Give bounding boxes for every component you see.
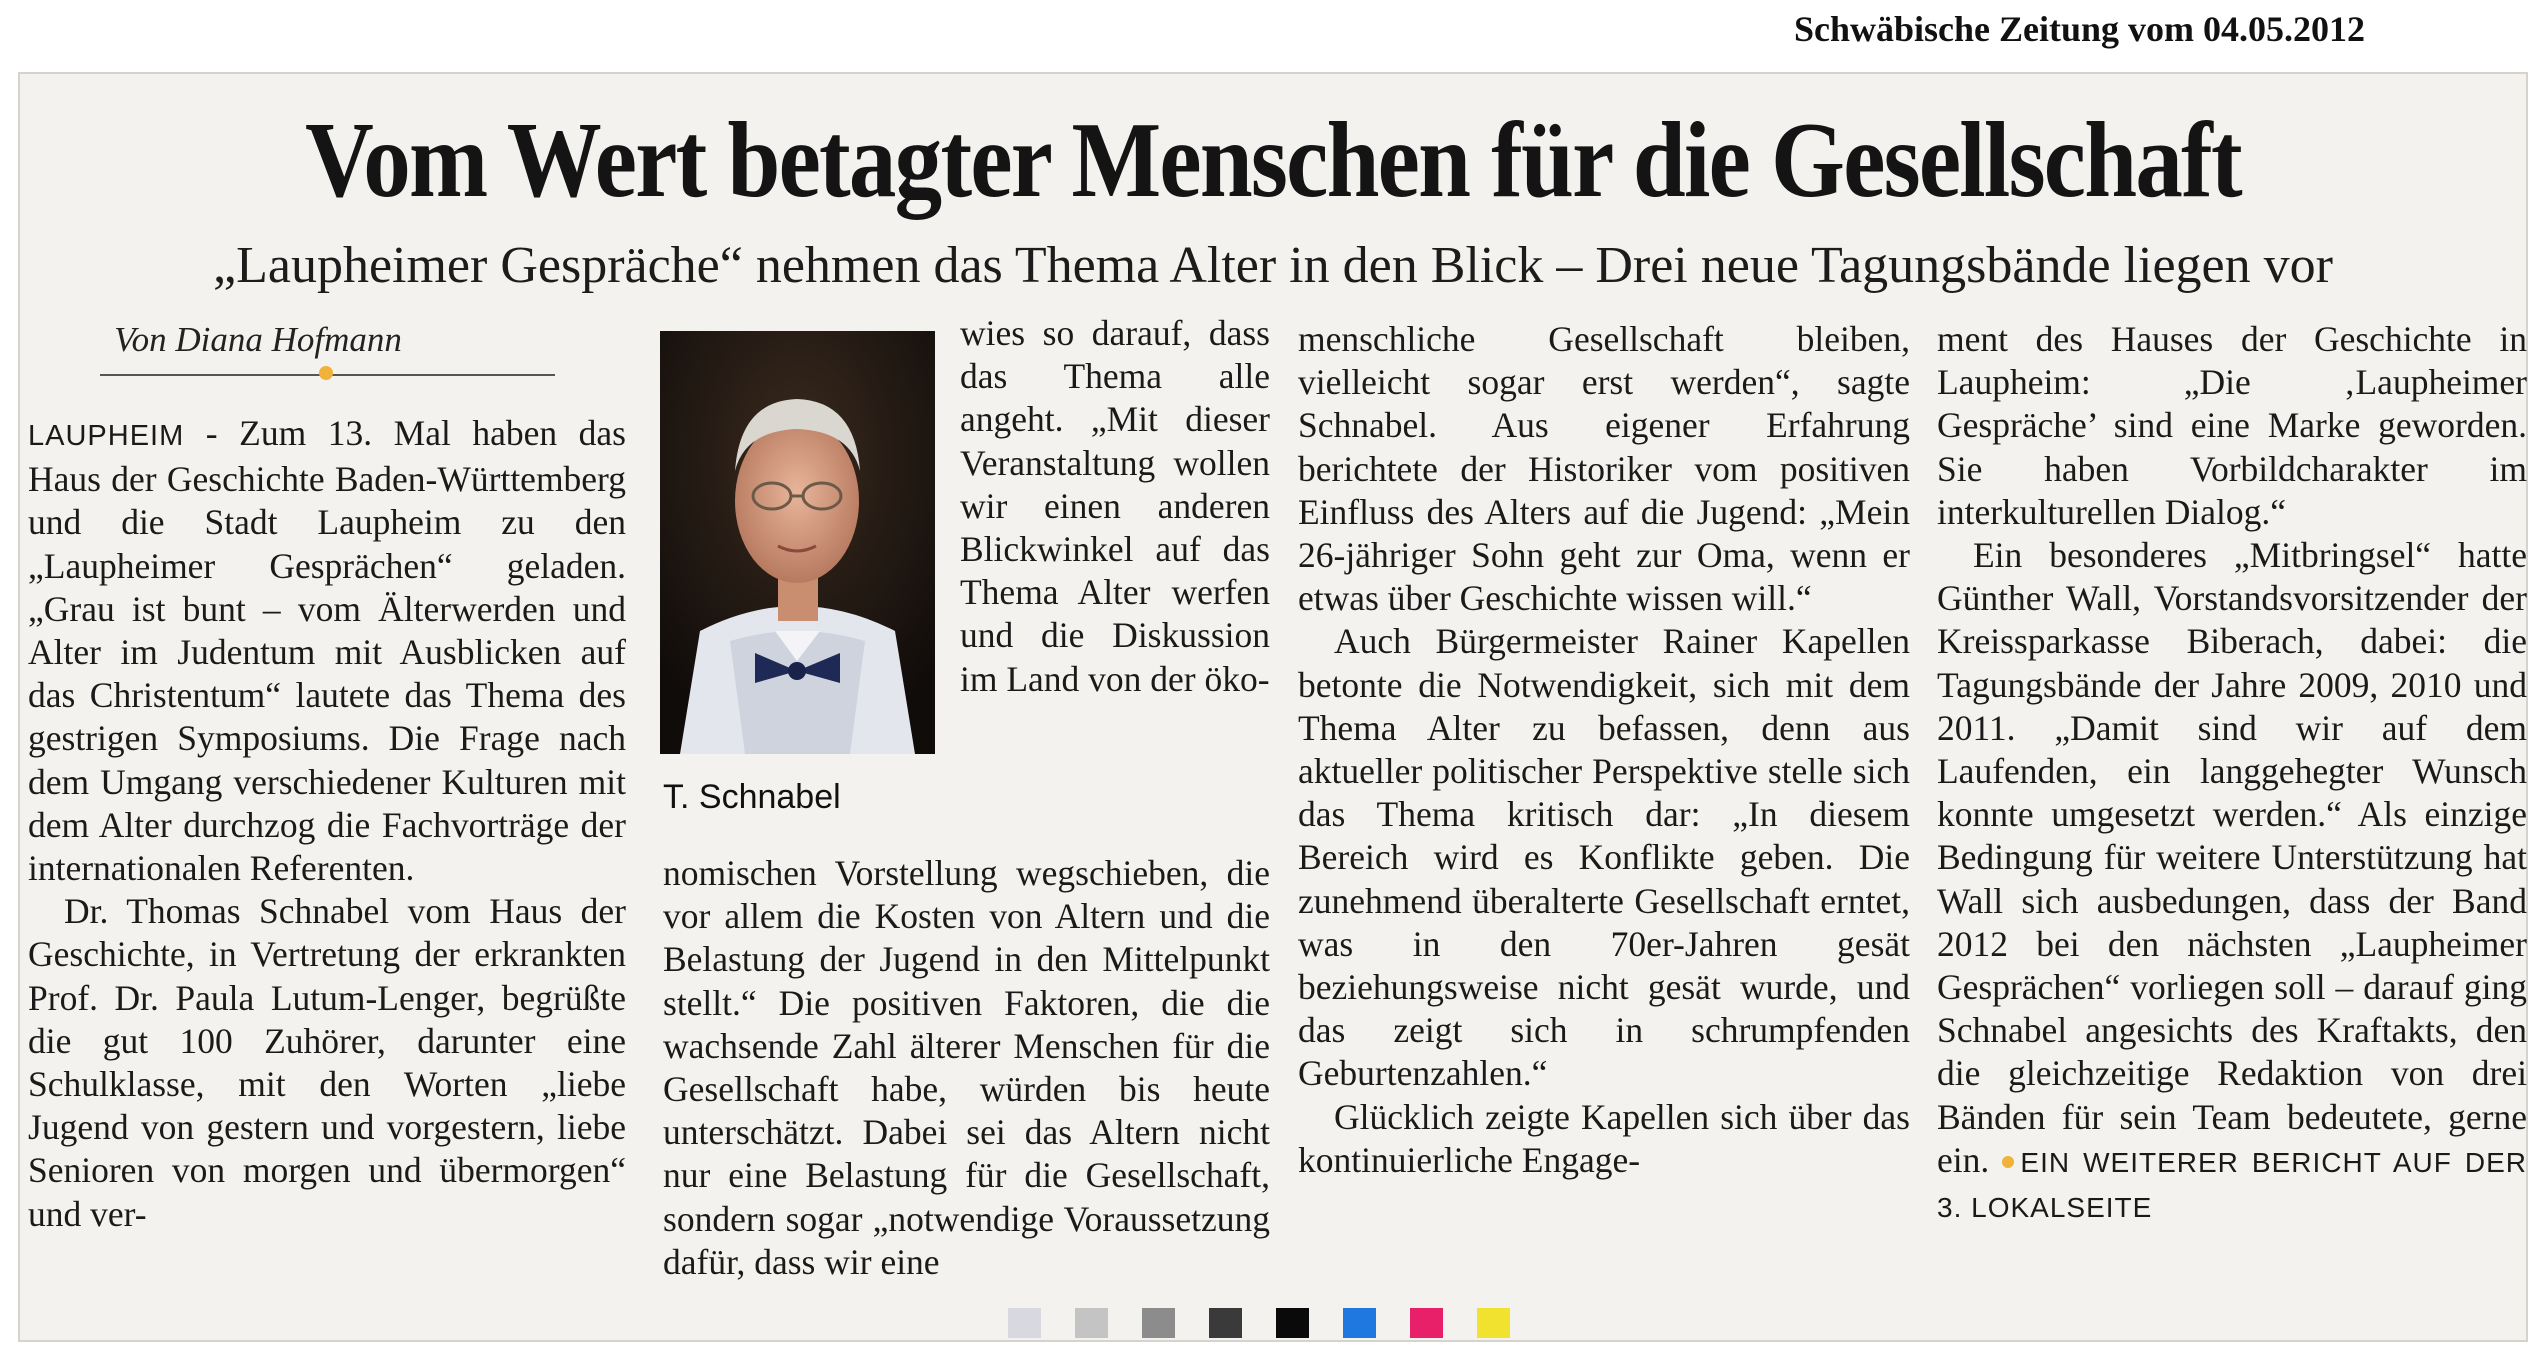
article-column-2-bottom: [663, 852, 1270, 1284]
dateline: LAUPHEIM: [28, 420, 185, 452]
color-swatch: [1343, 1308, 1376, 1338]
photo-caption: T. Schnabel: [663, 778, 841, 816]
portrait-photo: [660, 331, 935, 754]
color-swatch: [1209, 1308, 1242, 1338]
byline-dot-icon: [319, 366, 333, 380]
article-column-1: [28, 412, 626, 1236]
color-swatch: [1008, 1308, 1041, 1338]
paragraph: wies so darauf, dass das Thema alle angeht. „Mit dieser Veranstaltung wollen wir einen anderen Blickwinkel auf das Thema Alter werfen und die Diskussion im Land von der öko-: [960, 313, 1270, 699]
paragraph: [1937, 534, 2527, 1229]
bullet-dot-icon: [2002, 1156, 2014, 1168]
color-swatch: [1142, 1308, 1175, 1338]
print-color-bar: [1008, 1308, 1510, 1340]
color-swatch: [1477, 1308, 1510, 1338]
paragraph: Dr. Thomas Schnabel vom Haus der Geschichte, in Vertretung der erkrankten Prof. Dr. Paula Lutum-Lenger, begrüßte die gut 100 Zuhörer, darunter eine Schulklasse, mit den Worten „liebe Jugend von gestern und vorgestern, liebe Senioren von morgen und übermorgen“ und ver-: [28, 891, 626, 1234]
portrait-image: [660, 331, 935, 754]
paragraph: Glücklich zeigte Kapellen sich über das kontinuierliche Engage-: [1298, 1096, 1910, 1180]
paragraph: nomischen Vorstellung wegschieben, die vor allem die Kosten von Altern und die Belastung der Jugend in den Mittelpunkt stellt.“ Die positiven Faktoren, die die wachsende Zahl älterer Menschen für die Gesellschaft habe, würden bis heute unterschätzt. Dabei sei das Altern nicht nur eine Belastung für die Gesellschaft, sondern sogar „notwendige Voraussetzung dafür, dass wir eine: [663, 853, 1270, 1282]
paragraph-text: Ein besonderes „Mitbringsel“ hatte Günther Wall, Vorstandsvorsitzender der Kreissparkasse Biberach, dabei: die Tagungsbände der Jahre 2009, 2010 und 2011. „Damit sind wir auf dem Laufenden, ein langgehegter Wunsch konnte umgesetzt werden.“ Als einzige Bedingung für weitere Unterstützung hat Wall sich ausbedungen, dass der Band 2012 bei den nächsten „Laupheimer Gesprächen“ vorliegen soll – darauf ging Schnabel angesichts des Kraftakts, den die gleichzeitige Redaktion von drei Bänden für sein Team bedeutete, gerne ein.: [1937, 535, 2527, 1180]
paragraph: Auch Bürgermeister Rainer Kapellen betonte die Notwendigkeit, sich mit dem Thema Alter zu befassen, denn aus aktueller politischer Perspektive stelle sich das Thema kritisch dar: „In diesem Bereich wird es Konflikte geben. Die zunehmend überalterte Gesellschaft erntet, was in den 70er-Jahren gesät beziehungsweise nicht gesät wurde, und das zeigt sich in schrumpfenden Geburtenzahlen.“: [1298, 621, 1910, 1094]
source-line: Schwäbische Zeitung vom 04.05.2012: [1793, 9, 2365, 49]
article-column-2-top: [960, 312, 1270, 701]
subheadline: „Laupheimer Gespräche“ nehmen das Thema Alter in den Blick – Drei neue Tagungsbände liegen vor: [213, 237, 2333, 294]
newspaper-clipping: [18, 72, 2528, 1342]
see-also-reference: EIN WEITERER BERICHT AUF DER 3. LOKALSEITE: [1937, 1146, 2527, 1224]
paragraph: menschliche Gesellschaft bleiben, vielleicht sogar erst werden“, sagte Schnabel. Aus eigener Erfahrung berichtete der Historiker vom positiven Einfluss des Alters auf die Jugend: „Mein 26-jähriger Sohn geht zur Oma, wenn er etwas über Geschichte wissen will.“: [1298, 319, 1910, 619]
headline: Vom Wert betagter Menschen für die Gesellschaft: [305, 101, 2241, 220]
color-swatch: [1276, 1308, 1309, 1338]
color-swatch: [1075, 1308, 1108, 1338]
article-column-4: [1937, 318, 2527, 1229]
article-column-3: [1298, 318, 1910, 1182]
paragraph: - Zum 13. Mal haben das Haus der Geschichte Baden-Württemberg und die Stadt Laupheim zu den „Laupheimer Gesprächen“ geladen. „Grau ist bunt – vom Älterwerden und Alter im Judentum mit Ausblicken auf das Christentum“ lautete das Thema des gestrigen Symposiums. Die Frage nach dem Umgang verschiedener Kulturen mit dem Alter durchzog die Fachvorträge der internationalen Referenten.: [28, 413, 626, 889]
paragraph: ment des Hauses der Geschichte in Laupheim: „Die ‚Laupheimer Gespräche’ sind eine Marke geworden. Sie haben Vorbildcharakter im interkulturellen Dialog.“: [1937, 319, 2527, 532]
color-swatch: [1410, 1308, 1443, 1338]
byline: Von Diana Hofmann: [114, 320, 402, 359]
